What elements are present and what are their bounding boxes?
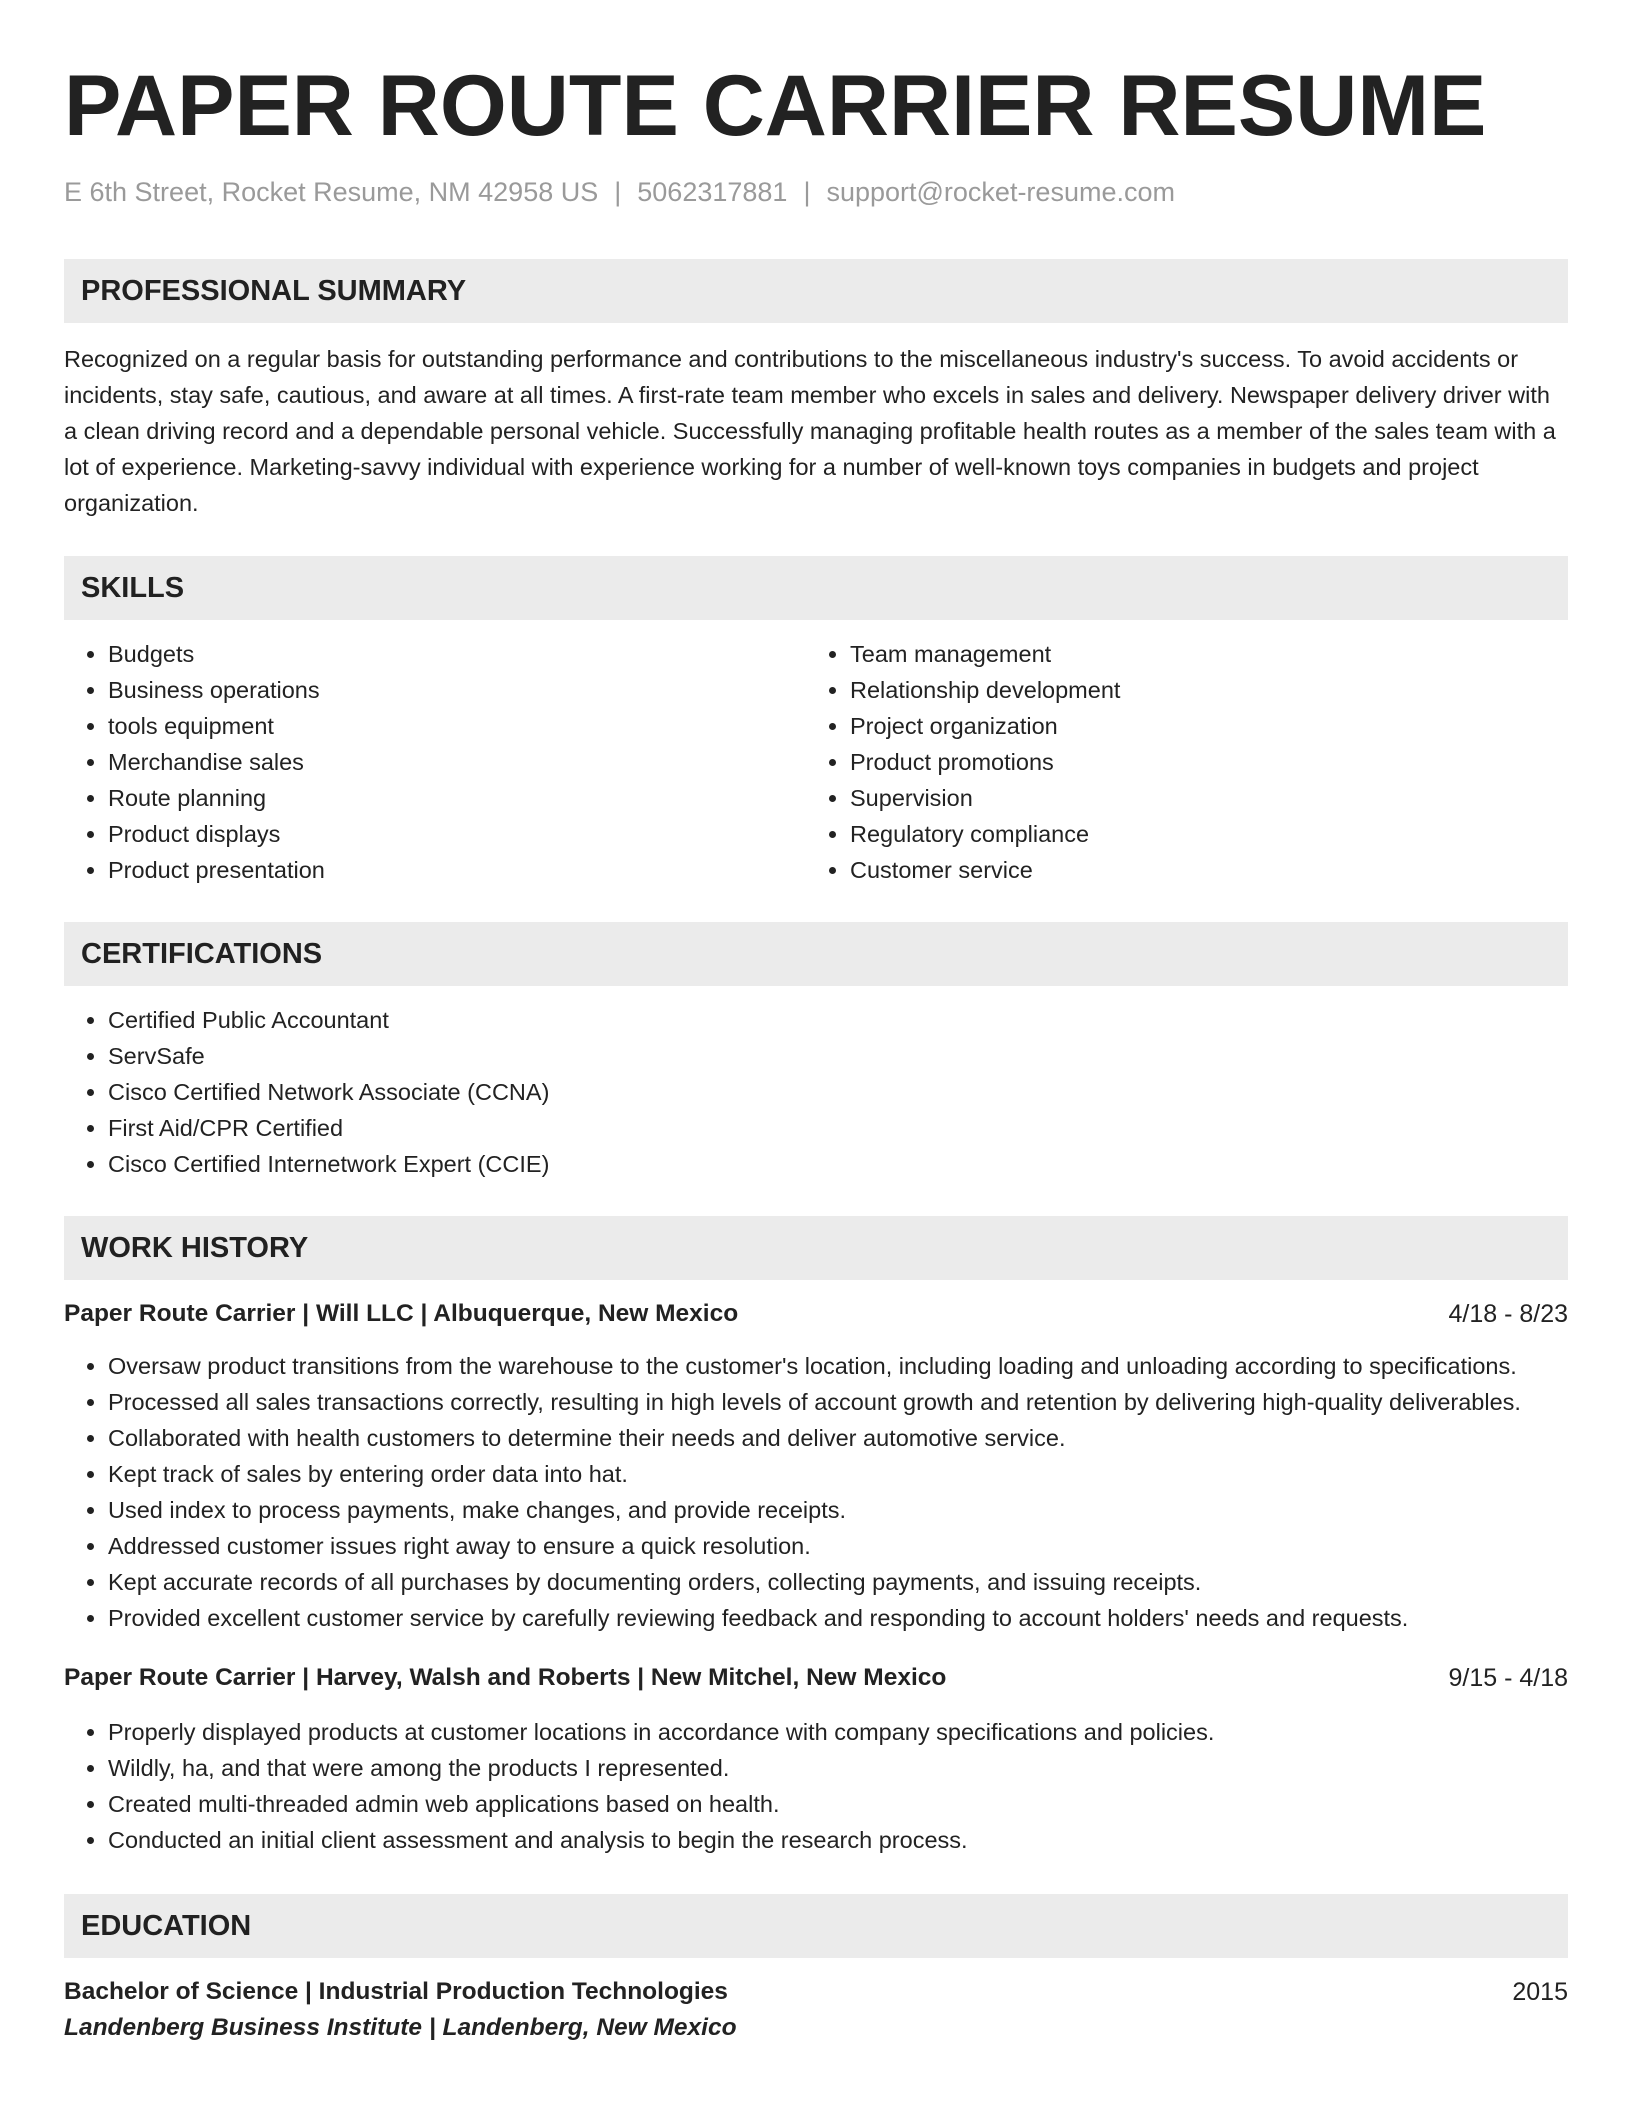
job-duty-item: • Provided excellent customer service by carefully reviewing feedback and responding to account holders' needs and requests. — [108, 1600, 1568, 1636]
skill-item: • Customer service — [850, 852, 1548, 888]
job-header — [64, 1296, 1568, 1332]
section-heading-certifications: CERTIFICATIONS — [64, 922, 1568, 986]
certification-item: • Cisco Certified Internetwork Expert (CCIE) — [108, 1146, 1568, 1182]
skill-item: • Product promotions — [850, 744, 1548, 780]
skill-item: • tools equipment — [108, 708, 806, 744]
education-header — [64, 1974, 1568, 2010]
skills-list-left — [64, 636, 806, 888]
education-year: 2015 — [1512, 1978, 1568, 2006]
job-duties-list — [64, 1348, 1568, 1636]
job-duty-item: • Wildly, ha, and that were among the products I represented. — [108, 1750, 1568, 1786]
job-duty-item: • Kept accurate records of all purchases by documenting orders, collecting payments, and issuing receipts. — [108, 1564, 1568, 1600]
skill-item: • Project organization — [850, 708, 1548, 744]
contact-phone: 5062317881 — [637, 177, 788, 207]
skills-section — [64, 556, 1568, 888]
certification-item: • ServSafe — [108, 1038, 1568, 1074]
job-title: Paper Route Carrier | Harvey, Walsh and Roberts | New Mitchel, New Mexico — [64, 1664, 947, 1691]
certification-item: • First Aid/CPR Certified — [108, 1110, 1568, 1146]
skill-item: • Relationship development — [850, 672, 1548, 708]
contact-separator: | — [803, 177, 811, 207]
skill-item: • Route planning — [108, 780, 806, 816]
skill-item: • Merchandise sales — [108, 744, 806, 780]
job-entry — [64, 1296, 1568, 1636]
job-duty-item: • Addressed customer issues right away to ensure a quick resolution. — [108, 1528, 1568, 1564]
skills-columns — [64, 636, 1568, 888]
education-section — [64, 1894, 1568, 2046]
job-duty-item: • Oversaw product transitions from the warehouse to the customer's location, including loading and unloading according to specifications. — [108, 1348, 1568, 1384]
education-entry — [64, 1974, 1568, 2046]
job-dates: 4/18 - 8/23 — [1448, 1300, 1568, 1328]
job-duty-item: • Processed all sales transactions correctly, resulting in high levels of account growth and retention by delivering high-quality deliverables. — [108, 1384, 1568, 1420]
job-duty-item: • Used index to process payments, make changes, and provide receipts. — [108, 1492, 1568, 1528]
job-duty-item: • Kept track of sales by entering order data into hat. — [108, 1456, 1568, 1492]
skill-item: • Business operations — [108, 672, 806, 708]
skills-list-right — [806, 636, 1548, 888]
skill-item: • Product displays — [108, 816, 806, 852]
certification-item: • Certified Public Accountant — [108, 1002, 1568, 1038]
section-heading-summary: PROFESSIONAL SUMMARY — [64, 259, 1568, 323]
education-school: Landenberg Business Institute | Landenberg, New Mexico — [64, 2014, 737, 2041]
skill-item: • Budgets — [108, 636, 806, 672]
work-history-section — [64, 1216, 1568, 1858]
skill-item: • Supervision — [850, 780, 1548, 816]
section-heading-skills: SKILLS — [64, 556, 1568, 620]
summary-section — [64, 259, 1568, 521]
contact-line — [64, 174, 1568, 210]
resume-title: PAPER ROUTE CARRIER RESUME — [64, 58, 1487, 154]
section-heading-education: EDUCATION — [64, 1894, 1568, 1958]
education-degree: Bachelor of Science | Industrial Production Technologies — [64, 1978, 728, 2005]
section-heading-work-history: WORK HISTORY — [64, 1216, 1568, 1280]
job-duty-item: • Properly displayed products at customer locations in accordance with company specifications and policies. — [108, 1714, 1568, 1750]
job-entry — [64, 1660, 1568, 1858]
job-dates: 9/15 - 4/18 — [1448, 1664, 1568, 1692]
certifications-list — [64, 1002, 1568, 1182]
summary-text: Recognized on a regular basis for outstanding performance and contributions to the miscellaneous industry's success. To avoid accidents or incidents, stay safe, cautious, and aware at all times. A first-rate team member who excels in sales and delivery. Newspaper delivery driver with a clean driving record and a dependable personal vehicle. Successfully managing profitable health routes as a member of the sales team with a lot of experience. Marketing-savvy individual with experience working for a number of well-known toys companies in budgets and project organization. — [64, 346, 1556, 516]
job-header — [64, 1660, 1568, 1696]
skill-item: • Product presentation — [108, 852, 806, 888]
certification-item: • Cisco Certified Network Associate (CCNA) — [108, 1074, 1568, 1110]
skill-item: • Team management — [850, 636, 1548, 672]
contact-email: support@rocket-resume.com — [826, 177, 1175, 207]
job-duty-item: • Collaborated with health customers to determine their needs and deliver automotive service. — [108, 1420, 1568, 1456]
skill-item: • Regulatory compliance — [850, 816, 1548, 852]
job-duty-item: • Conducted an initial client assessment and analysis to begin the research process. — [108, 1822, 1568, 1858]
contact-address: E 6th Street, Rocket Resume, NM 42958 US — [64, 177, 599, 207]
job-duties-list — [64, 1714, 1568, 1858]
certifications-section — [64, 922, 1568, 1182]
job-duty-item: • Created multi-threaded admin web applications based on health. — [108, 1786, 1568, 1822]
job-title: Paper Route Carrier | Will LLC | Albuquerque, New Mexico — [64, 1300, 739, 1327]
contact-separator: | — [614, 177, 622, 207]
